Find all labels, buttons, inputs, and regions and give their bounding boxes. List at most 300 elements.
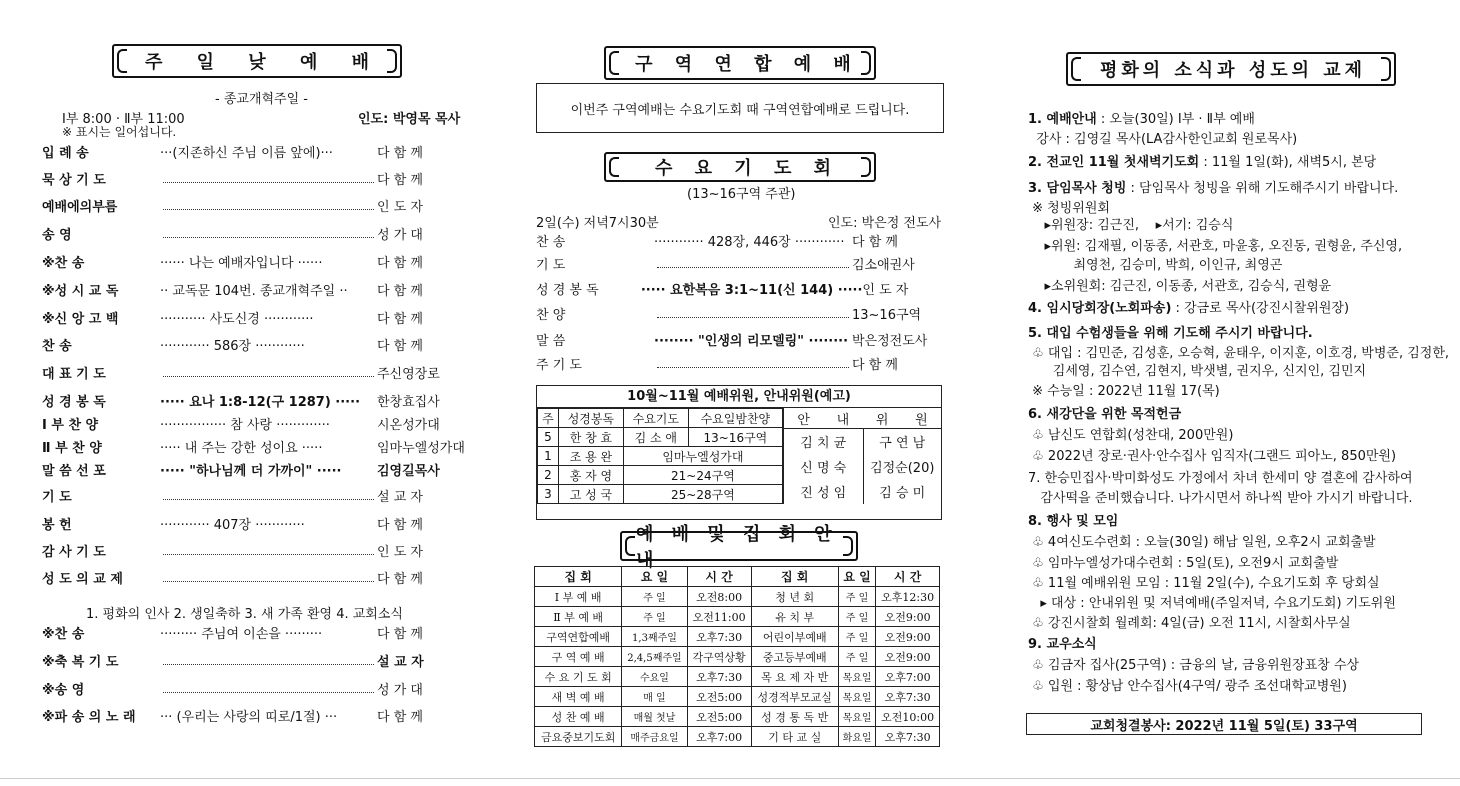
news-line	[1028, 445, 1396, 464]
left-label: 예배에의부름	[42, 199, 118, 215]
news-line	[1028, 214, 1233, 233]
news-text: ♧ 4여신도수련회 : 오늘(30일) 해남 일원, 오후2시 교회출발	[1028, 535, 1376, 550]
duty-title: 10월~11월 예배위원, 안내위원(예고)	[537, 386, 941, 408]
news-line	[1028, 531, 1376, 550]
duty-cell: 25~28구역	[623, 485, 782, 504]
news-heading: 5. 대입 수험생들을 위해 기도해 주시기 바랍니다.	[1028, 326, 1313, 341]
left-row	[42, 458, 467, 480]
news-text: ♧ 2022년 장로·권사·안수집사 임직자(그랜드 피아노, 850만원)	[1028, 449, 1397, 464]
left-person: 주신영장로	[377, 366, 440, 382]
schedule-title: 예 배 및 집 회 안 내	[636, 524, 838, 571]
schedule-cell: 금요중보기도회	[535, 727, 622, 747]
cleaning-text: 교회청결봉사: 2022년 11월 5일(토) 33구역	[1090, 718, 1358, 734]
wed-detail	[654, 259, 852, 268]
left-label: 입 례 송	[42, 145, 89, 161]
duty-cell: 3	[538, 485, 559, 504]
schedule-cell: 구역연합예배	[535, 627, 622, 647]
schedule-cell: 오후7:00	[876, 667, 940, 687]
usher-head-2: 내	[836, 412, 850, 428]
duty-cell: 한 창 효	[558, 428, 623, 447]
schedule-row	[535, 607, 940, 627]
news-text: : 11월 1일(화), 새벽5시, 본당	[1199, 155, 1377, 170]
news-line	[1028, 654, 1359, 673]
schedule-cell: 오전9:00	[876, 647, 940, 667]
duty-cell: 5	[538, 428, 559, 447]
left-person: 한창효집사	[377, 394, 440, 410]
wed-label: 성 경 봉 독	[536, 282, 599, 298]
left-person: 성 가 대	[377, 682, 423, 698]
left-detail-text: ········· 주님여 이손을 ·········	[160, 626, 323, 642]
left-row	[42, 621, 467, 643]
left-person: 다 함 께	[377, 283, 423, 299]
news-text: ▸ 대상 : 안내위원 및 저녁예배(주일저녁, 수요기도회) 기도위원	[1028, 596, 1396, 611]
wed-row	[536, 302, 942, 324]
left-title-banner	[112, 44, 402, 78]
wed-detail	[654, 330, 852, 349]
usher-name: 진 성 임	[800, 486, 847, 501]
news-line	[1028, 552, 1338, 571]
schedule-cell: 오전5:00	[687, 707, 751, 727]
left-person: 임마누엘성가대	[377, 440, 465, 456]
usher-name: 김정순(20)	[863, 454, 942, 479]
news-line	[1028, 360, 1366, 379]
news-line	[1028, 467, 1413, 486]
news-text: ♧ 남신도 연합회(성찬대, 200만원)	[1028, 428, 1234, 443]
left-row	[42, 566, 467, 588]
left-row	[42, 704, 467, 726]
usher-name: 신 명 숙	[800, 461, 847, 476]
leader-dots	[657, 359, 849, 368]
left-person: 성 가 대	[377, 227, 423, 243]
news-text: ▸소위원회: 김근진, 이동종, 서관호, 김승식, 권형윤	[1028, 279, 1332, 294]
wed-label: 말 씀	[536, 333, 566, 349]
schedule-cell: 성 경 통 독 반	[751, 707, 838, 727]
news-text: : 오늘(30일) Ⅰ부 · Ⅱ부 예배	[1096, 112, 1255, 127]
schedule-cell: 주 일	[838, 627, 875, 647]
left-detail-text: ···(지존하신 주님 이름 앞에)···	[160, 145, 333, 161]
news-text: : 담임목사 청빙을 위해 기도해주시기 바랍니다.	[1126, 181, 1399, 196]
schedule-cell: 오후7:30	[876, 727, 940, 747]
left-row	[42, 412, 467, 434]
duty-row	[538, 466, 783, 485]
news-heading: 2. 전교인 11월 첫새벽기도회	[1028, 155, 1200, 170]
left-row	[42, 389, 467, 411]
news-line	[1028, 572, 1380, 591]
schedule-cell: 성경적부모교실	[751, 687, 838, 707]
news-line	[1028, 592, 1396, 611]
left-person: 다 함 께	[377, 709, 423, 725]
duty-row	[538, 447, 783, 466]
duty-head-cell: 성경봉독	[558, 409, 623, 428]
schedule-cell: 오후7:00	[687, 727, 751, 747]
left-subtitle: - 종교개혁주일 -	[215, 92, 308, 107]
news-text: ♧ 강진시찰회 월례회: 4일(금) 오전 11시, 시찰회사무실	[1028, 616, 1351, 631]
wed-detail	[654, 309, 852, 318]
left-detail	[160, 142, 377, 161]
wed-label: 찬 양	[536, 307, 566, 323]
district-notice-box	[536, 83, 944, 133]
duty-table	[536, 385, 942, 520]
duty-cell: 김 소 애	[623, 428, 688, 447]
news-heading: 9. 교우소식	[1028, 637, 1097, 652]
wed-person: 박은정전도사	[852, 333, 928, 349]
news-text: 강사 : 김영길 목사(LA감사한인교회 원로목사)	[1028, 132, 1298, 147]
schedule-cell: 오후7:30	[687, 627, 751, 647]
left-label: 감 사 기 도	[42, 544, 106, 560]
left-label: Ⅱ 부 찬 양	[42, 440, 102, 456]
wed-row	[536, 328, 942, 350]
left-detail-text: ····· 요나 1:8-12(구 1287) ·····	[160, 394, 361, 410]
news-line	[1028, 612, 1351, 631]
schedule-cell: 오전8:00	[687, 587, 751, 607]
news-heading: 3. 담임목사 청빙	[1028, 181, 1127, 196]
left-label: ※축 복 기 도	[42, 654, 119, 670]
left-row	[42, 361, 467, 383]
leader-dots	[163, 546, 374, 555]
news-line	[1028, 254, 1282, 273]
news-line	[1028, 275, 1331, 294]
left-row	[42, 539, 467, 561]
schedule-table	[534, 566, 940, 747]
schedule-cell: 청 년 회	[751, 587, 838, 607]
left-row	[42, 435, 467, 457]
schedule-cell: Ⅰ 부 예 배	[535, 587, 622, 607]
duty-cell: 21~24구역	[623, 466, 782, 485]
service-leader: 인도: 박영목 목사	[358, 112, 461, 127]
left-detail-text: ····· "하나님께 더 가까이" ·····	[160, 463, 342, 479]
news-heading: 8. 행사 및 모임	[1028, 514, 1119, 529]
left-person: 다 함 께	[377, 571, 423, 587]
duty-cell: 고 성 국	[558, 485, 623, 504]
schedule-cell: 2,4,5째주일	[622, 647, 687, 667]
left-detail	[160, 491, 377, 500]
schedule-cell: 목 요 제 자 반	[751, 667, 838, 687]
leader-dots	[163, 229, 374, 238]
left-detail-text: ·· 교독문 104번. 종교개혁주일 ··	[160, 283, 348, 299]
news-line	[1028, 487, 1413, 506]
left-row	[42, 677, 467, 699]
left-person: 인 도 자	[377, 544, 423, 560]
left-detail-text: ····· 내 주는 강한 성이요 ·····	[160, 440, 323, 456]
left-row	[42, 484, 467, 506]
left-person: 다 함 께	[377, 172, 423, 188]
left-row	[42, 333, 467, 355]
schedule-cell: 매주금요일	[622, 727, 687, 747]
left-person: 인 도 자	[377, 199, 423, 215]
schedule-cell: 주 일	[622, 587, 687, 607]
schedule-cell: 주 일	[838, 587, 875, 607]
schedule-cell: 매 일	[622, 687, 687, 707]
schedule-head-cell: 요 일	[622, 567, 687, 587]
left-detail	[160, 308, 377, 327]
wed-detail	[654, 231, 852, 250]
news-heading: 4. 임시당회장(노회파송)	[1028, 301, 1172, 316]
usher-header	[784, 408, 941, 429]
left-label: Ⅰ 부 찬 양	[42, 417, 99, 433]
left-label: 성 경 봉 독	[42, 394, 106, 410]
left-person: 다 함 께	[377, 626, 423, 642]
wednesday-time: 2일(수) 저녁7시30분	[536, 216, 659, 231]
schedule-cell: 구 역 예 배	[535, 647, 622, 667]
schedule-row	[535, 687, 940, 707]
wednesday-title-banner	[604, 152, 876, 182]
schedule-cell: 수 요 기 도 회	[535, 667, 622, 687]
wed-person: 다 함 께	[852, 357, 898, 373]
left-title: 주 일 낮 예 배	[144, 52, 383, 73]
leader-dots	[657, 309, 849, 318]
schedule-cell: 오전10:00	[876, 707, 940, 727]
schedule-cell: 목요일	[838, 687, 875, 707]
left-person: 다 함 께	[377, 338, 423, 354]
schedule-row	[535, 587, 940, 607]
schedule-title-banner	[620, 524, 858, 571]
left-person: 시온성가대	[377, 417, 440, 433]
schedule-row	[535, 627, 940, 647]
left-detail	[160, 706, 377, 725]
left-person: 다 함 께	[377, 255, 423, 271]
schedule-cell: 새 벽 예 배	[535, 687, 622, 707]
duty-cell: 13~16구역	[688, 428, 782, 447]
left-detail	[160, 280, 377, 299]
schedule-row	[535, 647, 940, 667]
left-row	[42, 306, 467, 328]
news-text: : 강금로 목사(강진시찰위원장)	[1171, 301, 1350, 316]
left-label: 대 표 기 도	[42, 366, 106, 382]
schedule-cell: 매월 첫날	[622, 707, 687, 727]
schedule-row	[535, 727, 940, 747]
schedule-head-cell: 집 회	[535, 567, 622, 587]
left-person: 다 함 께	[377, 145, 423, 161]
news-line	[1028, 128, 1297, 147]
news-text: ♧ 임마누엘성가대수련회 : 5일(토), 오전9시 교회출발	[1028, 556, 1339, 571]
duty-row	[538, 428, 783, 447]
news-text: 7. 한승민집사·박미화성도 가정에서 차녀 한세미 양 결혼에 감사하여	[1028, 471, 1413, 486]
wednesday-title: 수 요 기 도 회	[654, 158, 839, 179]
usher-head-3: 위	[875, 412, 889, 428]
news-text: 김세영, 김수연, 김현지, 박샛별, 권지우, 신지인, 김민지	[1028, 364, 1367, 379]
news-line	[1028, 675, 1347, 694]
left-detail	[160, 546, 377, 555]
schedule-cell: 오전9:00	[876, 607, 940, 627]
news-text: ▸위원장: 김근진, ▸서기: 김승식	[1028, 218, 1234, 233]
left-detail	[160, 252, 377, 271]
duty-cell: 조 용 완	[558, 447, 623, 466]
wed-row	[536, 352, 942, 374]
news-heading: 1. 예배안내	[1028, 112, 1097, 127]
news-text: ♧ 김금자 집사(25구역) : 금융의 날, 금융위원장표창 수상	[1028, 658, 1360, 673]
wed-label: 주 기 도	[536, 357, 582, 373]
news-line	[1028, 177, 1398, 196]
news-line	[1028, 424, 1233, 443]
schedule-cell: 오전5:00	[687, 687, 751, 707]
wed-row	[536, 229, 942, 251]
left-detail-text: ··· (우리는 사랑의 띠로/1절) ···	[160, 709, 338, 725]
news-text: ♧ 입원 : 황상남 안수집사(4구역/ 광주 조선대학교병원)	[1028, 679, 1347, 694]
news-text: ▸위원: 김재필, 이동종, 서관호, 마윤홍, 오진동, 권형윤, 주신영,	[1028, 239, 1403, 254]
left-detail-text: ············ 586장 ············	[160, 338, 305, 354]
left-label: ※찬 송	[42, 626, 85, 642]
wed-label: 찬 송	[536, 234, 566, 250]
leader-dots	[163, 684, 374, 693]
schedule-cell: 오후7:30	[687, 667, 751, 687]
left-detail	[160, 335, 377, 354]
news-title: 평화의 소식과 성도의 교제	[1099, 60, 1367, 81]
left-row	[42, 250, 467, 272]
left-row	[42, 222, 467, 244]
left-row	[42, 649, 467, 671]
district-notice: 이번주 구역예배는 수요기도회 때 구역연합예배로 드립니다.	[570, 102, 910, 118]
left-row	[42, 140, 467, 162]
schedule-cell: 오전9:00	[876, 627, 940, 647]
news-line	[1028, 380, 1220, 399]
left-label: 말 씀 선 포	[42, 463, 106, 479]
wed-person: 김소애권사	[852, 257, 915, 273]
news-line	[1028, 322, 1313, 341]
news-line	[1028, 633, 1097, 652]
leader-dots	[163, 656, 374, 665]
left-detail-text: ······ 나는 예배자입니다 ······	[160, 255, 323, 271]
left-person: 김영길목사	[377, 463, 440, 479]
duty-head-cell: 주	[538, 409, 559, 428]
left-detail	[160, 573, 377, 582]
news-line	[1028, 235, 1402, 254]
left-detail	[160, 174, 377, 183]
usher-head-4: 원	[915, 412, 928, 428]
schedule-cell: 주 일	[838, 647, 875, 667]
news-line	[1028, 510, 1118, 529]
schedule-cell: Ⅱ 부 예 배	[535, 607, 622, 627]
schedule-cell: 오후12:30	[876, 587, 940, 607]
leader-dots	[163, 573, 374, 582]
left-detail	[160, 229, 377, 238]
wed-row	[536, 252, 942, 274]
schedule-cell: 유 치 부	[751, 607, 838, 627]
news-line	[1028, 151, 1376, 170]
left-detail	[160, 437, 377, 456]
usher-head-1: 안	[797, 412, 810, 428]
news-line	[1028, 403, 1181, 422]
news-text: 최영천, 김승미, 박희, 이인규, 최영곤	[1028, 258, 1283, 273]
left-label: 찬 송	[42, 338, 72, 354]
schedule-cell: 오전11:00	[687, 607, 751, 627]
duty-row	[538, 485, 783, 504]
left-person: 설 교 자	[377, 654, 424, 670]
leader-dots	[163, 491, 374, 500]
schedule-head-cell: 집 회	[751, 567, 838, 587]
left-person: 다 함 께	[377, 517, 423, 533]
schedule-cell: 중고등부예배	[751, 647, 838, 667]
wed-person: 13~16구역	[852, 307, 922, 323]
schedule-cell: 화요일	[838, 727, 875, 747]
schedule-cell: 성 찬 예 배	[535, 707, 622, 727]
left-detail	[160, 623, 377, 642]
left-row	[42, 512, 467, 534]
schedule-cell: 1,3째주일	[622, 627, 687, 647]
district-title: 구 역 연 합 예 배	[635, 54, 859, 75]
left-detail-text: ··········· 사도신경 ············	[160, 311, 314, 327]
news-text: ※ 청빙위원회	[1028, 201, 1110, 216]
duty-cell: 임마누엘성가대	[623, 447, 782, 466]
bottom-rule	[0, 778, 1460, 779]
news-title-banner	[1066, 52, 1396, 86]
news-heading: 6. 새강단을 위한 목적헌금	[1028, 407, 1182, 422]
schedule-head-cell: 시 간	[687, 567, 751, 587]
leader-dots	[163, 368, 374, 377]
left-detail	[160, 656, 377, 665]
left-detail	[160, 684, 377, 693]
news-line	[1028, 108, 1255, 127]
schedule-cell: 주 일	[622, 607, 687, 627]
left-person: 설 교 자	[377, 489, 423, 505]
left-label: 성 도 의 교 제	[42, 571, 123, 587]
wed-label: 기 도	[536, 257, 566, 273]
left-label: ※신 앙 고 백	[42, 311, 119, 327]
duty-head-cell: 수요일밤찬양	[688, 409, 782, 428]
wednesday-leader: 인도: 박은정 전도사	[828, 216, 942, 231]
left-label: ※송 영	[42, 682, 85, 698]
left-label: 기 도	[42, 489, 72, 505]
usher-grid	[783, 408, 941, 504]
schedule-row	[535, 667, 940, 687]
news-text: ※ 수능일 : 2022년 11월 17(목)	[1028, 384, 1220, 399]
wed-row	[536, 277, 942, 299]
wednesday-subtitle: (13~16구역 주관)	[687, 187, 796, 202]
usher-name: 구 연 남	[863, 429, 942, 454]
leader-dots	[163, 201, 374, 210]
schedule-head-cell: 시 간	[876, 567, 940, 587]
wed-person: 인 도 자	[862, 282, 909, 298]
news-text: ♧ 대입 : 김민준, 김성훈, 오승혁, 윤태우, 이지훈, 이호경, 박병준, 김정한,	[1028, 346, 1450, 361]
wed-detail	[654, 359, 852, 368]
schedule-cell: 오후7:30	[876, 687, 940, 707]
cleaning-box	[1026, 713, 1422, 735]
duty-cell: 홍 자 영	[558, 466, 623, 485]
news-line	[1028, 342, 1449, 361]
wed-detail-text: ············ 428장, 446장 ············	[654, 234, 845, 250]
news-line	[1028, 297, 1349, 316]
wed-detail	[641, 279, 863, 298]
left-person: 다 함 께	[377, 311, 423, 327]
left-detail	[160, 391, 377, 410]
leader-dots	[657, 259, 849, 268]
duty-head-cell: 수요기도	[623, 409, 688, 428]
schedule-cell: 기 타 교 실	[751, 727, 838, 747]
left-label: 묵 상 기 도	[42, 172, 106, 188]
left-label: ※파 송 의 노 래	[42, 709, 136, 725]
schedule-header-row	[535, 567, 940, 587]
news-text: ♧ 11월 예배위원 모임 : 11월 2일(수), 수요기도회 후 당회실	[1028, 576, 1380, 591]
wed-detail-text: ····· 요한복음 3:1~11(신 144) ·····	[640, 282, 863, 298]
left-detail	[160, 460, 377, 479]
usher-name: 김 승 미	[863, 479, 942, 504]
schedule-cell: 각구역상황	[687, 647, 751, 667]
usher-name: 김 치 균	[800, 436, 847, 451]
left-detail	[160, 368, 377, 377]
schedule-cell: 주 일	[838, 607, 875, 627]
left-row	[42, 194, 467, 216]
wed-person: 다 함 께	[852, 234, 898, 250]
duty-grid	[537, 408, 783, 504]
wed-detail-text: ········ "인생의 리모델링" ········	[654, 333, 849, 349]
left-detail-text: ············ 407장 ············	[160, 517, 305, 533]
schedule-row	[535, 707, 940, 727]
left-detail	[160, 514, 377, 533]
left-label: ※성 시 교 독	[42, 283, 119, 299]
left-label: 송 영	[42, 227, 72, 243]
duty-cell: 2	[538, 466, 559, 485]
schedule-cell: 수요일	[622, 667, 687, 687]
left-label: ※찬 송	[42, 255, 85, 271]
